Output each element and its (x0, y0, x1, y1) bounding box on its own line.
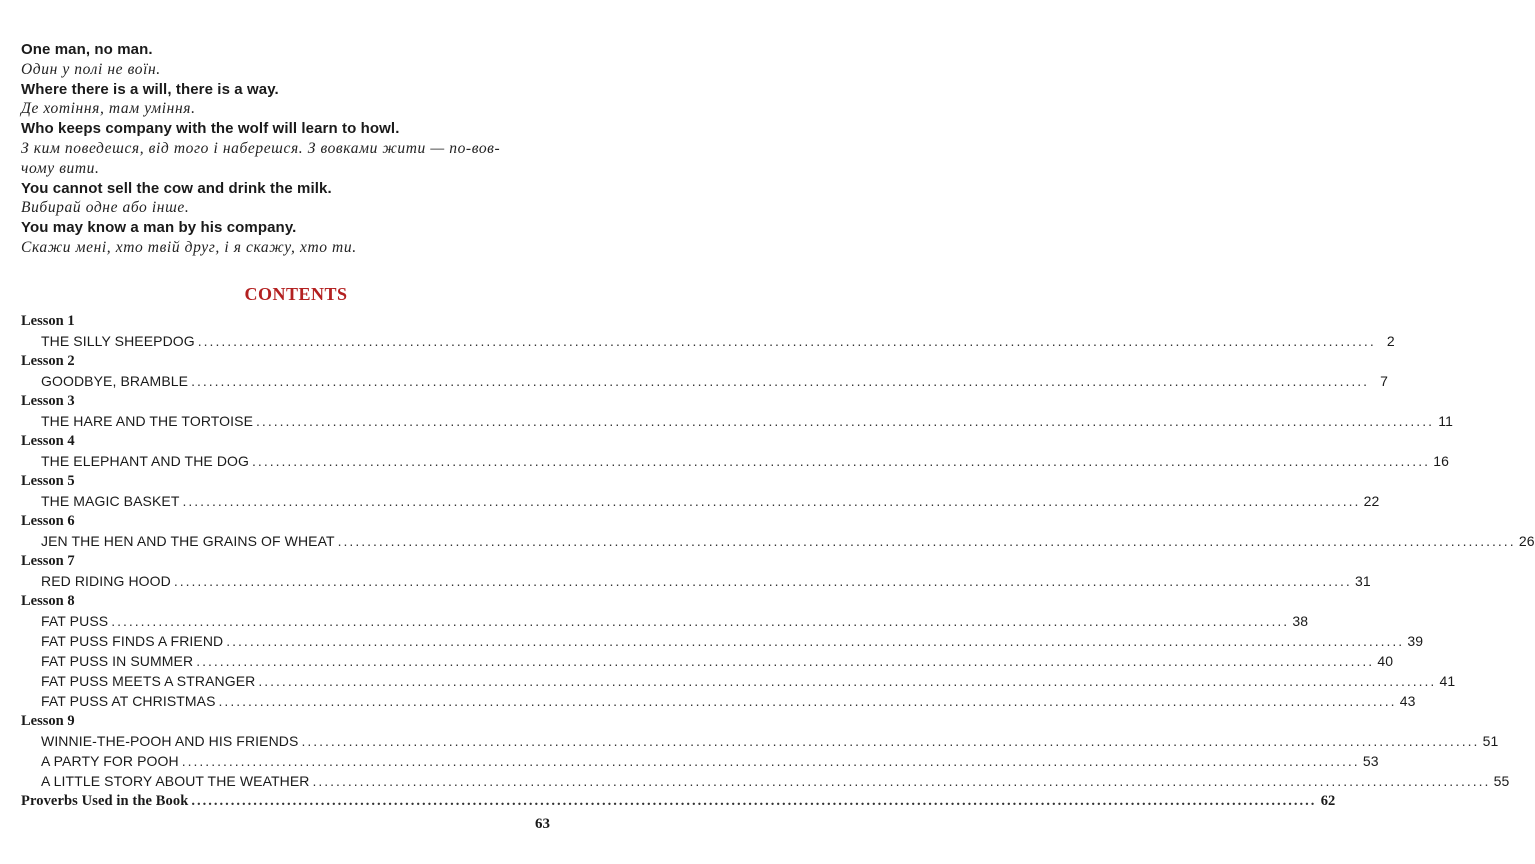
dot-leader: ........................................................................................................................................................................................................ (111, 612, 1290, 629)
proverb-english: You cannot sell the cow and drink the milk. (21, 179, 332, 197)
dot-leader: ........................................................................................................................................................................................................ (181, 752, 1360, 769)
dot-leader: ........................................................................................................................................................................................................ (256, 412, 1434, 429)
toc-entry-title: THE MAGIC BASKET (41, 492, 180, 509)
dot-leader: ........................................................................................................................................................................................................ (258, 672, 1437, 689)
dot-leader: ........................................................................................................................................................................................................ (196, 652, 1375, 669)
toc-entry-title: FAT PUSS FINDS A FRIEND (41, 632, 224, 649)
toc-entry-title: A LITTLE STORY ABOUT THE WEATHER (41, 772, 310, 789)
toc-entry[interactable] (21, 751, 1379, 771)
toc-entry-page: 38 (1292, 612, 1309, 629)
dot-leader: ........................................................................................................................................................................................................ (197, 332, 1376, 349)
dot-leader: ........................................................................................................................................................................................................ (226, 632, 1405, 649)
toc-entry-title: FAT PUSS (41, 612, 109, 629)
dot-leader: ........................................................................................................................................................................................................ (252, 452, 1430, 469)
dot-leader: ........................................................................................................................................................................................................ (312, 772, 1491, 789)
toc-entry-page: 2 (1386, 332, 1395, 349)
toc-entry-page: 39 (1407, 632, 1424, 649)
toc-entry-page: 31 (1355, 572, 1371, 589)
toc-entry[interactable] (21, 791, 1336, 811)
toc-entry[interactable] (21, 411, 1453, 431)
toc-entry-page: 53 (1362, 752, 1379, 769)
toc-entry-page: 51 (1482, 732, 1499, 749)
book-page (21, 40, 1535, 811)
page-number: 63 (535, 816, 550, 832)
toc-entry[interactable] (21, 731, 1499, 751)
dot-leader: ........................................................................................................................................................................................................ (218, 692, 1397, 709)
proverb-ukrainian-continued: чому вити. (21, 159, 100, 177)
toc-entry[interactable] (21, 531, 1535, 551)
proverb-english: You may know a man by his company. (21, 219, 297, 236)
toc-entry-page: 26 (1518, 532, 1535, 549)
lesson-heading: Lesson 4 (21, 432, 75, 449)
toc-entry-page: 22 (1363, 492, 1380, 509)
toc-entry-page: 7 (1380, 372, 1389, 389)
toc-entry-page: 43 (1399, 692, 1416, 709)
toc-entry-title: Proverbs Used in the Book (21, 792, 189, 809)
lesson-heading: Lesson 3 (21, 392, 75, 409)
toc-entry[interactable] (21, 671, 1456, 691)
dot-leader: ........................................................................................................................................................................................................ (191, 792, 1317, 809)
toc-entry-title: RED RIDING HOOD (41, 572, 171, 589)
toc-entry-title: FAT PUSS AT CHRISTMAS (41, 692, 216, 709)
toc-entry-title: WINNIE-THE-POOH AND HIS FRIENDS (41, 732, 299, 749)
toc-entry-title: THE HARE AND THE TORTOISE (41, 412, 254, 429)
table-of-contents (21, 311, 1535, 811)
toc-entry[interactable] (21, 451, 1449, 471)
toc-entry[interactable] (21, 631, 1424, 651)
proverb-english: Where there is a will, there is a way. (21, 80, 279, 98)
dot-leader: ........................................................................................................................................................................................................ (191, 372, 1370, 389)
toc-entry[interactable] (21, 571, 1371, 591)
contents-heading: CONTENTS (244, 283, 348, 304)
toc-entry[interactable] (21, 331, 1395, 351)
toc-entry[interactable] (21, 611, 1309, 631)
proverb-ukrainian: Один у полі не воїн. (21, 60, 161, 78)
toc-entry-page: 40 (1377, 652, 1394, 669)
lesson-heading: Lesson 2 (21, 352, 75, 369)
lesson-heading: Lesson 6 (21, 512, 75, 529)
toc-entry[interactable] (21, 771, 1510, 791)
lesson-heading: Lesson 8 (21, 592, 75, 609)
proverb-english: One man, no man. (21, 41, 153, 58)
toc-entry-title: FAT PUSS MEETS A STRANGER (41, 672, 256, 689)
dot-leader: ........................................................................................................................................................................................................ (301, 732, 1480, 749)
proverb-english: Who keeps company with the wolf will learn to howl. (21, 120, 400, 137)
dot-leader: ........................................................................................................................................................................................................ (182, 492, 1361, 509)
dot-leader: ........................................................................................................................................................................................................ (173, 572, 1352, 589)
lesson-heading: Lesson 7 (21, 552, 75, 569)
lesson-heading: Lesson 5 (21, 472, 75, 489)
toc-entry-title: FAT PUSS IN SUMMER (41, 652, 194, 669)
toc-entry-page: 62 (1320, 792, 1336, 809)
toc-entry-title: JEN THE HEN AND THE GRAINS OF WHEAT (41, 532, 335, 549)
toc-entry-page: 41 (1439, 672, 1456, 689)
dot-leader: ........................................................................................................................................................................................................ (337, 532, 1516, 549)
toc-entry-title: THE ELEPHANT AND THE DOG (41, 452, 250, 469)
toc-entry-title: THE SILLY SHEEPDOG (41, 332, 195, 349)
lesson-heading: Lesson 9 (21, 712, 75, 729)
proverb-ukrainian: З ким поведешся, від того і наберешся. З вовками жити — по-вов- (21, 139, 501, 157)
toc-entry[interactable] (21, 691, 1416, 711)
proverb-ukrainian: Де хотіння, там уміння. (21, 100, 196, 117)
proverb-ukrainian: Скажи мені, хто твій друг, і я скажу, хто ти. (21, 238, 357, 256)
toc-entry[interactable] (21, 651, 1394, 671)
lesson-heading: Lesson 1 (21, 312, 75, 329)
toc-entry[interactable] (21, 491, 1380, 511)
proverbs-list (21, 40, 551, 258)
toc-entry-title: A PARTY FOR POOH (41, 752, 179, 769)
toc-entry[interactable] (21, 371, 1389, 391)
toc-entry-page: 55 (1493, 772, 1510, 789)
toc-entry-title: GOODBYE, BRAMBLE (41, 372, 189, 389)
toc-entry-page: 16 (1433, 452, 1449, 469)
proverb-ukrainian: Вибирай одне або інше. (21, 199, 190, 216)
toc-entry-page: 11 (1438, 412, 1453, 429)
